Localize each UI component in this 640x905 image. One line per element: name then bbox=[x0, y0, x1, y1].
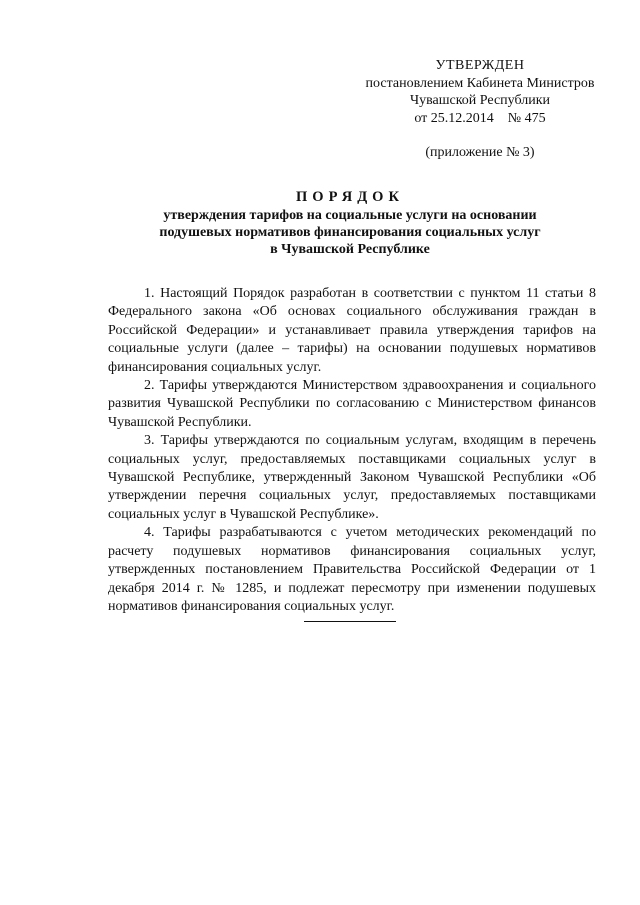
appendix-note: (приложение № 3) bbox=[425, 145, 535, 160]
paragraph-2: 2. Тарифы утверждаются Министерством здравоохранения и социального развития Чувашской Республики по согласованию с Министерством финансов Чувашской Республики. bbox=[108, 378, 596, 430]
approval-line-3: от 25.12.2014 № 475 bbox=[414, 110, 546, 126]
document-body bbox=[108, 285, 596, 616]
paragraph-3: 3. Тарифы утверждаются по социальным услугам, входящим в перечень социальных услуг, предоставляемых поставщиками социальных услуг в Чувашской Республике, утвержденный Законом Чувашской Республики «Об утверждении перечня социальных услуг, предоставляемых поставщиками социальных услуг в Чувашской Республике». bbox=[108, 433, 596, 522]
approval-heading: УТВЕРЖДЕН bbox=[435, 58, 525, 73]
approval-line-2: Чувашской Республики bbox=[409, 93, 551, 108]
document-subtitle bbox=[100, 207, 600, 258]
subtitle-line-3: в Чувашской Республике bbox=[270, 242, 430, 257]
subtitle-line-2: подушевых нормативов финансирования социальных услуг bbox=[159, 225, 541, 240]
approval-stamp bbox=[360, 57, 600, 127]
end-separator-line bbox=[304, 621, 396, 622]
approval-line-1: постановлением Кабинета Министров bbox=[365, 75, 595, 91]
document-title: ПОРЯДОК bbox=[296, 189, 404, 205]
paragraph-4: 4. Тарифы разрабатываются с учетом методических рекомендаций по расчету подушевых нормативов финансирования социальных услуг, утвержденных постановлением Правительства Российской Федерации от 1 декабря 2014 г. № 1285, и подлежат пересмотру при изменении подушевых нормативов финансирования социальных услуг. bbox=[108, 525, 596, 614]
paragraph-1: 1. Настоящий Порядок разработан в соответствии с пунктом 11 статьи 8 Федерального закона «Об основах социального обслуживания граждан в Российской Федерации» и устанавливает правила утверждения тарифов на социальные услуги (далее – тарифы) на основании подушевых нормативов финансирования социальных услуг. bbox=[108, 286, 596, 375]
subtitle-line-1: утверждения тарифов на социальные услуги на основании bbox=[163, 208, 537, 223]
